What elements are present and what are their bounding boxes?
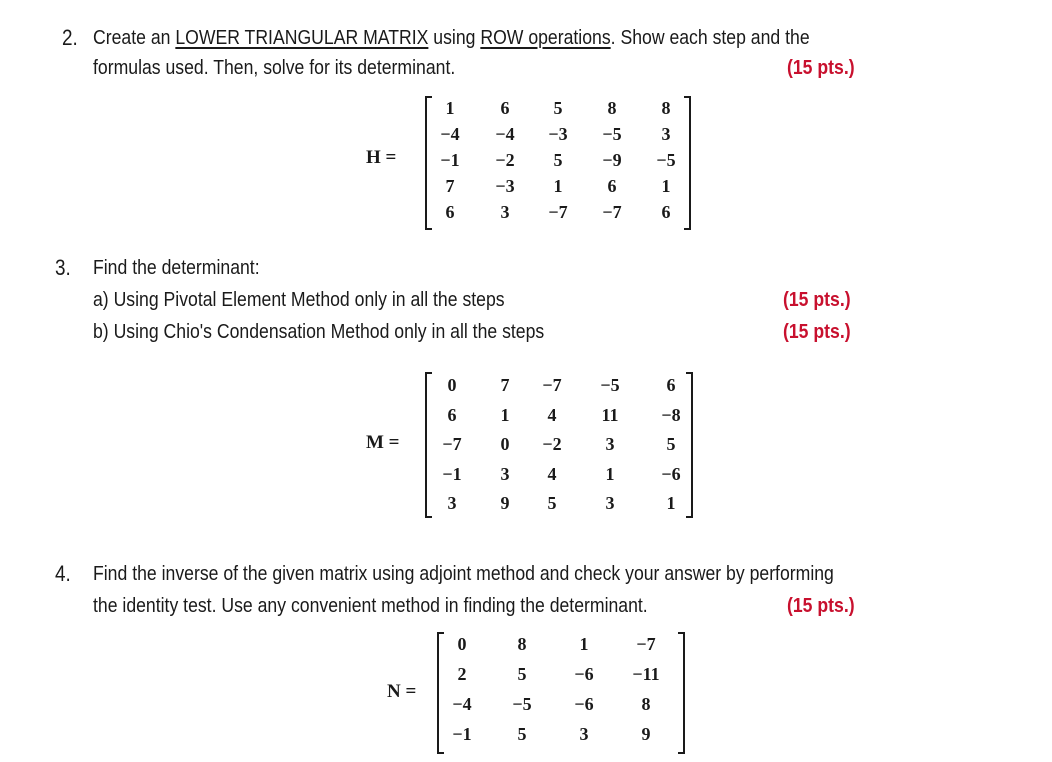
matrix-m-label: M =: [366, 432, 400, 453]
matrix-m-cell: −6: [661, 463, 681, 484]
matrix-h-cell: −4: [440, 124, 460, 144]
matrix-h-cell: 6: [500, 98, 510, 118]
matrix-n-cell: 1: [579, 634, 589, 654]
matrix-m-cell: −8: [661, 404, 681, 425]
matrix-m-cell: −1: [442, 463, 462, 484]
matrix-m-cell: 6: [666, 375, 676, 395]
matrix-m-cell: 1: [605, 463, 615, 484]
matrix-m-cell: 5: [547, 493, 557, 513]
matrix-m-cell: 6: [447, 404, 457, 425]
q3-part-a-points: (15 pts.): [783, 288, 851, 311]
matrix-h-cell: −2: [495, 150, 515, 170]
matrix-h-cell: −3: [548, 124, 568, 144]
matrix-h-cell: 7: [445, 176, 455, 196]
q2-underlined-term-1: LOWER TRIANGULAR MATRIX: [175, 26, 429, 49]
matrix-h-cell: 3: [500, 202, 510, 222]
matrix-h-cell: 6: [607, 176, 617, 196]
q2-text-a: Create an: [93, 26, 176, 49]
matrix-h-cell: 8: [607, 98, 617, 118]
matrix-m-cell: 3: [605, 434, 615, 454]
q4-points: (15 pts.): [787, 594, 855, 617]
matrix-n-right-bracket: [678, 632, 685, 754]
matrix-h-cell: −7: [548, 202, 568, 222]
matrix-n-cell: −11: [632, 664, 660, 684]
matrix-n-cell: 0: [457, 634, 467, 654]
matrix-m-cell: 4: [547, 463, 557, 484]
q2-line2: formulas used. Then, solve for its determinant.: [93, 56, 456, 79]
matrix-m-cell: 11: [601, 404, 619, 425]
matrix-h-cell: 3: [661, 124, 671, 144]
matrix-h-cell: 5: [553, 150, 563, 170]
q4-line1: Find the inverse of the given matrix using adjoint method and check your answer by performing: [93, 562, 834, 585]
q2-line1: [93, 26, 810, 50]
matrix-n-cell: −6: [574, 694, 594, 714]
matrix-m-cell: 0: [500, 434, 510, 454]
q2-number: 2.: [62, 25, 78, 50]
q3-title: Find the determinant:: [93, 256, 260, 279]
q4-line2: the identity test. Use any convenient method in finding the determinant.: [93, 594, 648, 617]
q3-part-b-points: (15 pts.): [783, 320, 851, 343]
matrix-n-cell: 5: [517, 724, 527, 744]
matrix-m-cell: −7: [442, 434, 462, 454]
matrix-h-cell: −5: [656, 150, 676, 170]
q3-number: 3.: [55, 255, 71, 280]
matrix-m-cell: 0: [447, 375, 457, 395]
matrix-h-cell: −3: [495, 176, 515, 196]
matrix-m-cell: 5: [666, 434, 676, 454]
matrix-h-cell: 1: [445, 98, 455, 118]
matrix-m-cell: −7: [542, 375, 562, 395]
q3-part-a: a) Using Pivotal Element Method only in all the steps: [93, 288, 505, 311]
matrix-m-cell: 7: [500, 375, 510, 395]
matrix-n-cell: −4: [452, 694, 472, 714]
matrix-h-label: H =: [366, 147, 397, 168]
q4-number: 4.: [55, 561, 71, 586]
matrix-n-cell: −5: [512, 694, 532, 714]
matrix-m-cell: −2: [542, 434, 562, 454]
matrix-h-cell: −1: [440, 150, 460, 170]
q2-points: (15 pts.): [787, 56, 855, 79]
matrix-m-cell: 9: [500, 493, 510, 513]
matrix-n-cell: 5: [517, 664, 527, 684]
matrix-n-cell: 9: [641, 724, 651, 744]
matrix-h-cell: −4: [495, 124, 515, 144]
matrix-n-cell: 8: [641, 694, 651, 714]
matrix-n-cell: 3: [579, 724, 589, 744]
matrix-n-cell: −7: [636, 634, 656, 654]
matrix-n-cell: 8: [517, 634, 527, 654]
matrix-h-cell: 1: [553, 176, 563, 196]
matrix-n-label: N =: [387, 681, 417, 702]
matrix-m-cell: 3: [500, 463, 510, 484]
matrix-n-cell: −6: [574, 664, 594, 684]
matrix-m-cell: 1: [666, 493, 676, 513]
matrix-m-cell: 1: [500, 404, 510, 425]
matrix-h-cell: −5: [602, 124, 622, 144]
q3-part-b: b) Using Chio's Condensation Method only in all the steps: [93, 320, 545, 343]
matrix-h-cell: 5: [553, 98, 563, 118]
matrix-h-cell: 6: [661, 202, 671, 222]
matrix-m-cell: 3: [605, 493, 615, 513]
matrix-h-cell: 8: [661, 98, 671, 118]
matrix-n-cell: 2: [457, 664, 467, 684]
matrix-h-cell: 1: [661, 176, 671, 196]
q2-text-c: . Show each step and the: [610, 26, 810, 49]
matrix-h-cell: 6: [445, 202, 455, 222]
matrix-m-cell: 4: [547, 404, 557, 425]
q2-text-b: using: [428, 26, 481, 49]
matrix-m-cell: −5: [600, 375, 620, 395]
matrix-m-cell: 3: [447, 493, 457, 513]
matrix-h-cell: −9: [602, 150, 622, 170]
matrix-h-cell: −7: [602, 202, 622, 222]
matrix-n-cell: −1: [452, 724, 472, 744]
q2-underlined-term-2: ROW operations: [480, 26, 611, 49]
